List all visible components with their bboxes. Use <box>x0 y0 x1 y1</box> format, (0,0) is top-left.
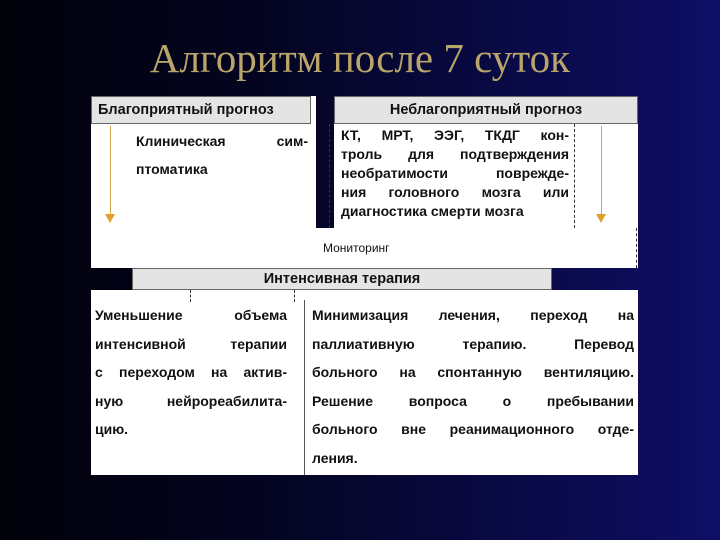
unfavorable-line: КТ, МРТ, ЭЭГ, ТКДГ кон- <box>341 127 569 143</box>
unfavorable-arrow-line <box>601 126 602 214</box>
favorable-line: птоматика <box>136 161 208 177</box>
intensive-therapy-label: Интенсивная терапия <box>263 271 421 287</box>
minimize-line: Минимизация лечения, переход на <box>312 307 634 323</box>
minimize-line: Решение вопроса о пребывании <box>312 392 634 409</box>
favorable-arrow-icon <box>105 214 115 223</box>
reduce-line: Уменьшение объема <box>95 307 287 323</box>
reduce-line: интенсивной терапии <box>95 335 287 352</box>
unfavorable-line: ния головного мозга или <box>341 184 569 200</box>
unfavorable-line: диагностика смерти мозга <box>341 203 524 219</box>
favorable-line: Клиническая сим- <box>136 133 308 149</box>
slide-title: Алгоритм после 7 суток <box>149 35 571 81</box>
reduce-line: с переходом на актив- <box>95 364 287 380</box>
top-right-divider <box>574 124 575 228</box>
reduce-line: ную нейрореабилита- <box>95 392 287 409</box>
minimize-line: паллиативную терапию. Перевод <box>312 335 634 352</box>
bottom-mid-dash <box>294 290 295 302</box>
monitoring-band <box>91 228 638 268</box>
unfavorable-line: необратимости поврежде- <box>341 165 569 181</box>
unfavorable-arrow-icon <box>596 214 606 223</box>
unfavorable-text <box>341 126 569 221</box>
unfavorable-prognosis-label: Неблагоприятный прогноз <box>389 102 583 118</box>
monitoring-right-divider <box>636 228 637 268</box>
unfavorable-line: троль для подтверждения <box>341 146 569 162</box>
monitoring-label: Мониторинг <box>323 241 390 255</box>
favorable-arrow-line <box>110 126 111 214</box>
minimize-line: больного на спонтанную вентиляцию. <box>312 364 634 380</box>
minimize-treatment-text <box>312 301 634 472</box>
favorable-prognosis-label: Благоприятный прогноз <box>98 102 274 118</box>
unfavorable-prognosis-header <box>334 96 638 124</box>
favorable-text <box>136 127 308 183</box>
intensive-therapy-header <box>132 268 552 290</box>
bottom-divider <box>304 300 305 475</box>
reduce-line: цию. <box>95 421 129 437</box>
minimize-line: ления. <box>312 449 358 466</box>
favorable-prognosis-header <box>91 96 311 124</box>
top-left-divider <box>329 124 330 228</box>
minimize-line: больного вне реанимационного отде- <box>312 421 634 437</box>
reduce-therapy-text <box>95 301 287 444</box>
